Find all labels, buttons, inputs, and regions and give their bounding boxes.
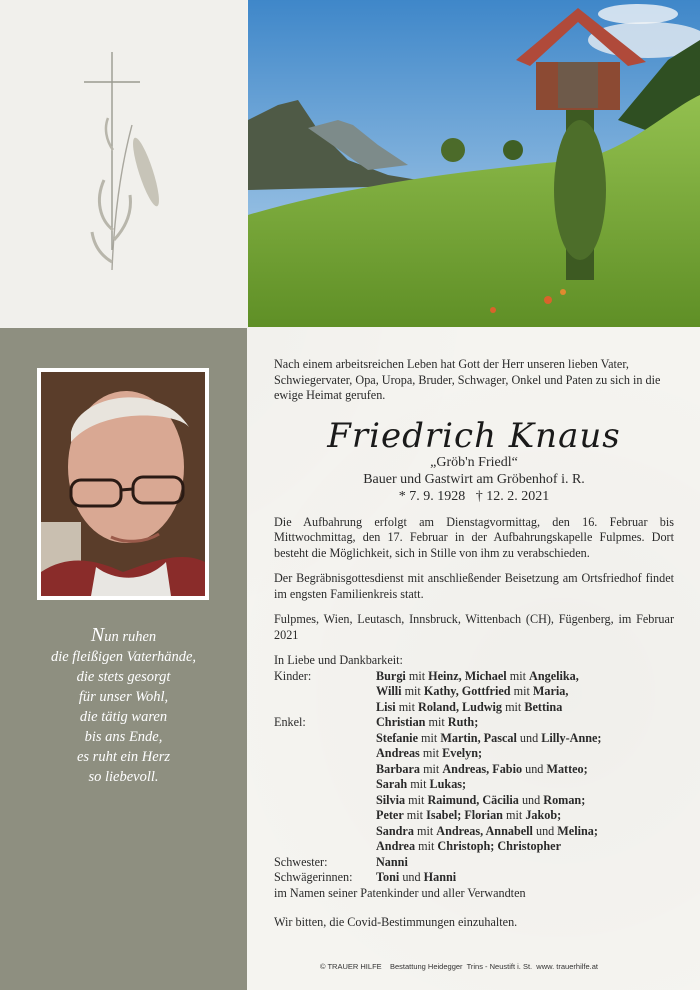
deceased-name: Friedrich Knaus (327, 415, 621, 456)
portrait-frame (37, 368, 209, 600)
children-list (376, 669, 674, 716)
nickname: „Gröb'n Friedl“ (430, 454, 518, 470)
children-label: Kinder: (274, 668, 312, 683)
places-text: Fulpmes, Wien, Leutasch, Innsbruck, Wittenbach (CH), Fügenberg, im Februar 2021 (274, 612, 674, 642)
poem-line-first (0, 625, 247, 647)
list-item: Silvia mit Raimund, Cäcilia und Roman; (376, 792, 586, 807)
portrait-photo (41, 372, 205, 596)
family-list (274, 653, 674, 901)
poem-drop-letter: N (90, 624, 105, 646)
list-item: Willi mit Kathy, Gottfried mit Maria, (376, 684, 569, 698)
list-item: Christian mit Ruth; (376, 715, 479, 729)
poem-line: so liebevoll. (88, 769, 159, 785)
list-item: Andreas mit Evelyn; (376, 746, 483, 760)
intro-text: Nach einem arbeitsreichen Leben hat Gott der Herr unseren lieben Vater, Schwiegervater, Opa, Uropa, Bruder, Schwager, Onkel und Paten zu sich in die ewige Heimat gerufen. (274, 357, 661, 402)
life-dates: * 7. 9. 1928 † 12. 2. 2021 (398, 488, 550, 504)
funeral-text: Der Begräbnisgottesdienst mit anschließender Beisetzung am Ortsfriedhof findet im engsten Familienkreis statt. (274, 571, 674, 601)
in-laws-row: Schwägerinnen: Toni und Hanni (274, 870, 457, 884)
grandchildren-row (274, 715, 674, 855)
in-laws-label: Schwägerinnen: (274, 870, 353, 884)
poem-first-line-rest: un ruhen (104, 629, 157, 645)
grandchildren-label: Enkel: (274, 715, 306, 729)
list-item: Sandra mit Andreas, Annabell und Melina; (376, 823, 598, 838)
landscape-photo (248, 0, 700, 327)
poem-line: es ruht ein Herz (76, 749, 171, 765)
list-item: Lisi mit Roland, Ludwig mit Bettina (376, 699, 563, 714)
obituary-content (274, 357, 674, 931)
poem-line: für unser Wohl, (78, 689, 169, 705)
viewing-text: Die Aufbahrung erfolgt am Dienstagvormittag, den 16. Februar bis Mittwochmittag, den 17. Februar in der Aufbahrungskapelle Fulpmes. Dort besteht die Möglichkeit, sich in Stille von ihm zu verabschieden. (274, 514, 674, 560)
list-item: Burgi mit Heinz, Michael mit Angelika, (376, 668, 579, 683)
cross-wheat-panel (0, 0, 247, 327)
list-item: Stefanie mit Martin, Pascal und Lilly-Anne; (376, 730, 602, 745)
list-item: Sarah mit Lukas; (376, 777, 467, 791)
sister-name: Nanni (376, 854, 408, 869)
poem (0, 625, 247, 787)
poem-line: die stets gesorgt (76, 669, 171, 685)
godchildren-text: im Namen seiner Patenkinder und aller Verwandten (274, 885, 526, 900)
grandchildren-list (376, 715, 674, 855)
role: Bauer und Gastwirt am Gröbenhof i. R. (363, 471, 585, 487)
children-row (274, 669, 674, 716)
list-item: Andrea mit Christoph; Christopher (376, 839, 561, 853)
footer-credit: © TRAUER HILFE Bestattung Heidegger Trins - Neustift i. St. www. trauerhilfe.at (320, 962, 598, 971)
sister-label: Schwester: (274, 854, 328, 869)
left-column (0, 328, 247, 990)
covid-text: Wir bitten, die Covid-Bestimmungen einzuhalten. (274, 915, 518, 929)
sister-row (274, 855, 674, 871)
poem-line: die fleißigen Vaterhände, (50, 649, 197, 665)
poem-line: die tätig waren (79, 709, 168, 725)
closing-greeting: In Liebe und Dankbarkeit: (274, 653, 403, 667)
cross-wheat-icon (0, 0, 247, 327)
list-item: Barbara mit Andreas, Fabio und Matteo; (376, 761, 588, 776)
list-item: Peter mit Isabel; Florian mit Jakob; (376, 808, 562, 822)
poem-line: bis ans Ende, (84, 729, 163, 745)
